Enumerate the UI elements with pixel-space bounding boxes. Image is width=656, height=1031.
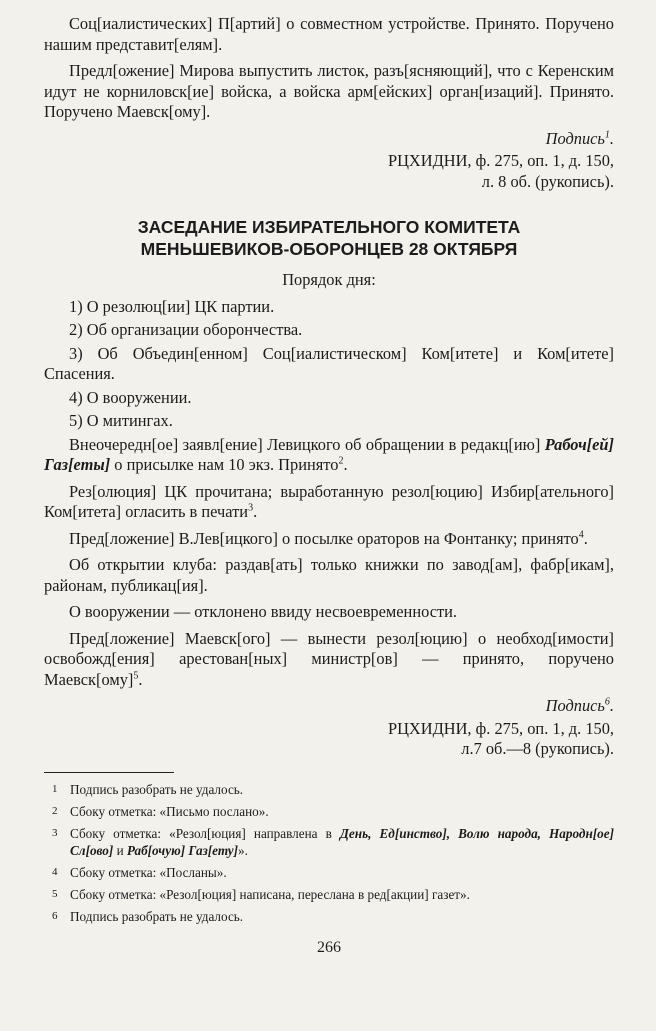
footnote (44, 864, 614, 881)
continued-minutes (44, 14, 614, 192)
paragraph: Пред[ложение] Маевск[ого] — вынести резол[юцию] о необход[имости] освобожд[ения] арестован[ных] министр[ов] — принято, поручено Маевск[ому]$^5$. (44, 628, 614, 689)
footnote-divider (44, 772, 174, 773)
footnote-text: Сбоку отметка: «Резол[юция] написана, переслана в ред[акции] газет». (70, 886, 470, 902)
agenda-item: 3) Об Объедин[енном] Соц[иалистическом] Ком[итете] и Ком[итете] Спасения. (44, 343, 614, 383)
footnote (44, 825, 614, 859)
newspaper-title: Рабоч[ей] Газ[еты] (44, 434, 614, 474)
footnotes (44, 781, 614, 925)
footnote-text: Сбоку отметка: «Письмо послано». (70, 803, 269, 819)
archive-reference: РЦХИДНИ, ф. 275, оп. 1, д. 150, л.7 об.—8 (рукопись). (387, 718, 614, 758)
footnote-text: Сбоку отметка: «Резол[юция] направлена в День, Ед[инство], Волю народа, Народн[ое] Сл[ово] и Раб[очую] Газ[ету]». (70, 825, 615, 858)
agenda-title: Порядок дня: (282, 270, 376, 289)
agenda-list (44, 297, 614, 432)
footnote-ref[interactable]: 4 (578, 529, 584, 541)
footnote-ref[interactable]: 3 (248, 502, 254, 514)
signature-line: Подпись$^6$. (545, 696, 614, 715)
footnote-number: 1 (52, 782, 58, 795)
agenda-item: 2) Об организации оборончества. (69, 320, 303, 339)
agenda-item: 4) О вооружении. (69, 387, 192, 407)
section-heading: ЗАСЕДАНИЕ ИЗБИРАТЕЛЬНОГО КОМИТЕТА МЕНЬШЕВИКОВ-ОБОРОНЦЕВ 28 ОКТЯБРЯ (137, 217, 521, 259)
agenda-item: 5) О митингах. (69, 411, 173, 430)
footnote-ref[interactable]: 6 (604, 696, 610, 708)
footnote (44, 886, 614, 903)
footnote-number: 2 (52, 804, 58, 817)
footnote-number: 6 (52, 909, 58, 922)
footnote (44, 803, 614, 820)
footnote-text: Подпись разобрать не удалось. (70, 908, 244, 924)
signature-line: Подпись$^1$. (545, 128, 614, 148)
paragraph: Внеочередн[ое] заявл[ение] Левицкого об обращении в редакц[ию] Рабоч[ей] Газ[еты] о присылке нам 10 экз. Принято$^2$. (44, 434, 614, 474)
footnote-number: 5 (52, 887, 58, 900)
paragraph: Пред[ложение] В.Лев[ицкого] о посылке ораторов на Фонтанку; принято$^4$. (69, 528, 588, 548)
footnote-ref[interactable]: 2 (338, 455, 344, 467)
paragraph: Предл[ожение] Мирова выпустить листок, разъ[ясняющий], что с Керенским идут не корниловск[ие] войска, а войска арм[ейских] орган[изаций]. Принято. Поручено Маевск[ому]. (44, 61, 614, 121)
paragraph: Рез[олюция] ЦК прочитана; выработанную резол[юцию] Избир[ательного] Ком[итета] огласить в печати$^3$. (44, 481, 614, 521)
newspaper-title: Раб[очую] Газ[ету] (126, 842, 239, 858)
footnote-number: 4 (52, 865, 58, 878)
footnote-text: Сбоку отметка: «Посланы». (70, 864, 227, 880)
archive-reference: РЦХИДНИ, ф. 275, оп. 1, д. 150, л. 8 об. (рукопись). (387, 151, 614, 191)
paragraph: Соц[иалистических] П[артий] о совместном устройстве. Принято. Поручено нашим представит[елям]. (44, 14, 614, 54)
newspaper-title: День, Ед[инство], Волю народа, Народн[ое] Сл[ово] (70, 825, 615, 858)
page-number: 266 (317, 938, 341, 956)
footnote-ref[interactable]: 5 (133, 670, 139, 682)
paragraph: О вооружении — отклонено ввиду несвоевременности. (69, 602, 458, 621)
footnote-number: 3 (52, 826, 58, 839)
footnote (44, 908, 614, 925)
meeting-minutes (44, 270, 614, 760)
footnote-text: Подпись разобрать не удалось. (70, 781, 244, 797)
paragraph: Об открытии клуба: раздав[ать] только книжки по завод[ам], фабр[икам], районам, публикац[ия]. (44, 555, 614, 595)
agenda-item: 1) О резолюц[ии] ЦК партии. (69, 296, 275, 316)
footnote (44, 781, 614, 798)
footnote-ref[interactable]: 1 (604, 129, 610, 141)
